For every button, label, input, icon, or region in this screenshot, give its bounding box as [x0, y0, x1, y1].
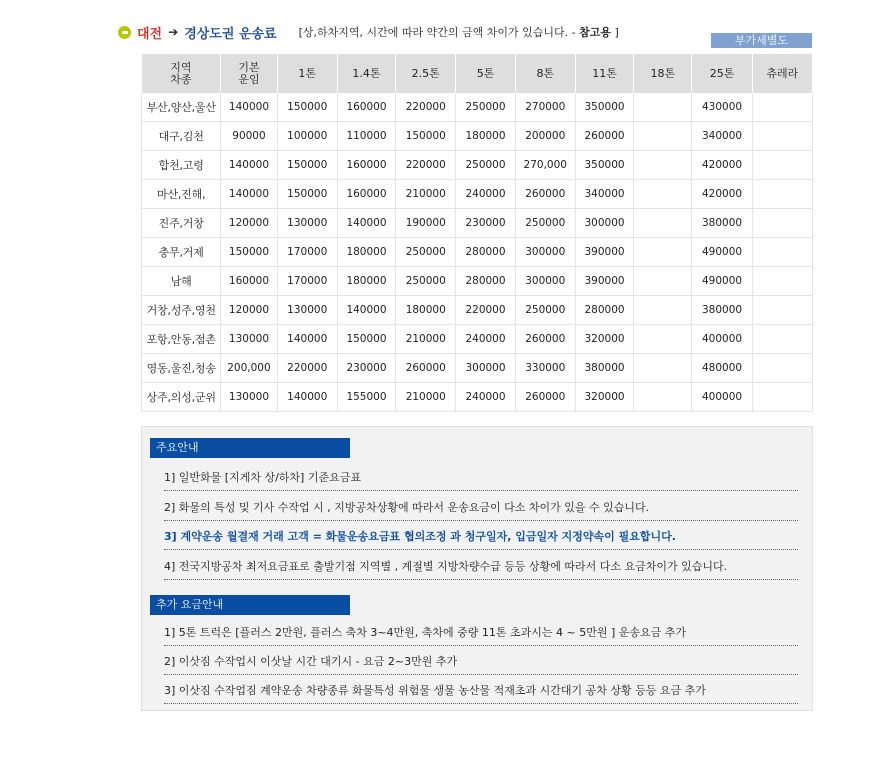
fare-cell: 250000: [456, 151, 515, 180]
fare-cell: [634, 151, 692, 180]
fare-cell: [634, 354, 692, 383]
fare-cell: 320000: [575, 383, 633, 412]
fare-cell: 340000: [692, 122, 752, 151]
fare-cell: 330000: [515, 354, 575, 383]
fare-cell: 200000: [515, 122, 575, 151]
region-cell: 거창,성주,영천: [142, 296, 221, 325]
fare-cell: 380000: [692, 209, 752, 238]
extra-info-item: 3] 이삿짐 수작업짐 계약운송 차량종류 화물특성 위험물 생물 농산물 적재초과 시간대기 공차 상황 등등 요금 추가: [164, 682, 798, 704]
fare-cell: 230000: [456, 209, 515, 238]
fare-cell: 390000: [575, 238, 633, 267]
base-top: 기본: [238, 60, 260, 74]
fare-cell: 320000: [575, 325, 633, 354]
fare-cell: [752, 180, 812, 209]
region-cell: 영동,울진,청송: [142, 354, 221, 383]
region-cell: 부산,양산,울산: [142, 93, 221, 122]
column-header: 츄레라: [752, 54, 812, 93]
region-cell: 마산,진해,: [142, 180, 221, 209]
fare-cell: 160000: [337, 151, 395, 180]
fare-cell: 300000: [515, 238, 575, 267]
fare-cell: 110000: [337, 122, 395, 151]
fare-cell: 220000: [396, 93, 456, 122]
fare-cell: 140000: [221, 151, 277, 180]
column-header: 18톤: [634, 54, 692, 93]
fare-cell: 300000: [575, 209, 633, 238]
fare-cell: [634, 267, 692, 296]
fare-cell: [634, 296, 692, 325]
fare-cell: [752, 209, 812, 238]
fare-cell: [634, 209, 692, 238]
arrow-icon: ➔: [168, 25, 179, 39]
table-header-row: [142, 54, 813, 93]
fare-cell: 240000: [456, 325, 515, 354]
fare-cell: 210000: [396, 383, 456, 412]
fare-cell: 260000: [575, 122, 633, 151]
fare-cell: 210000: [396, 325, 456, 354]
fare-cell: [752, 296, 812, 325]
fare-cell: 420000: [692, 151, 752, 180]
fare-cell: 300000: [515, 267, 575, 296]
table-row: [142, 93, 813, 122]
extra-info-heading: 추가 요금안내: [150, 595, 350, 615]
fare-cell: [752, 325, 812, 354]
fare-cell: 420000: [692, 180, 752, 209]
fare-cell: [634, 325, 692, 354]
fare-cell: 280000: [456, 238, 515, 267]
fare-cell: 220000: [396, 151, 456, 180]
region-cell: 진주,거창: [142, 209, 221, 238]
fare-cell: [752, 122, 812, 151]
fare-cell: 250000: [515, 209, 575, 238]
rate-table-body: [142, 93, 813, 412]
fare-cell: 400000: [692, 325, 752, 354]
fare-cell: 350000: [575, 151, 633, 180]
fare-cell: 250000: [396, 267, 456, 296]
fare-cell: 180000: [337, 267, 395, 296]
fare-cell: 140000: [221, 180, 277, 209]
fare-cell: 120000: [221, 296, 277, 325]
fare-cell: [634, 93, 692, 122]
fare-cell: 150000: [396, 122, 456, 151]
column-header: 5톤: [456, 54, 515, 93]
fare-cell: 430000: [692, 93, 752, 122]
note-suffix: ]: [611, 26, 619, 39]
table-row: [142, 122, 813, 151]
fare-cell: 240000: [456, 180, 515, 209]
fare-cell: 150000: [277, 180, 337, 209]
table-row: [142, 180, 813, 209]
corner-header: [142, 54, 221, 93]
main-info-item: 4] 전국지방공차 최저요금표로 출발기점 지역별 , 계절별 지방차량수급 등등 상황에 따라서 다소 요금차이가 있습니다.: [164, 558, 798, 580]
fare-cell: [752, 238, 812, 267]
info-box: [141, 426, 813, 711]
extra-info-item: 2] 이삿짐 수작업시 이삿날 시간 대기시 - 요금 2~3만원 추가: [164, 653, 798, 675]
note-bold: 참고용: [579, 26, 612, 39]
fare-cell: 270,000: [515, 151, 575, 180]
fare-cell: 300000: [456, 354, 515, 383]
fare-cell: 240000: [456, 383, 515, 412]
fare-cell: 180000: [396, 296, 456, 325]
header-note: [299, 24, 619, 40]
fare-cell: 100000: [277, 122, 337, 151]
fare-cell: 120000: [221, 209, 277, 238]
region-cell: 포항,안동,점촌: [142, 325, 221, 354]
fare-cell: 490000: [692, 238, 752, 267]
fare-cell: [634, 383, 692, 412]
fare-cell: 170000: [277, 238, 337, 267]
fare-cell: [752, 354, 812, 383]
fare-cell: 250000: [396, 238, 456, 267]
fare-cell: 140000: [337, 209, 395, 238]
note-prefix: [상,하차지역, 시간에 따라 약간의 금액 차이가 있습니다. -: [298, 26, 580, 39]
fare-cell: 160000: [221, 267, 277, 296]
table-row: [142, 209, 813, 238]
region-cell: 합천,고령: [142, 151, 221, 180]
main-info-heading: 주요안내: [150, 438, 350, 458]
extra-info-item: 1] 5톤 트럭은 [플러스 2만원, 플러스 축차 3~4만원, 축차에 중량 11톤 초과시는 4 ~ 5만원 ] 운송요금 추가: [164, 624, 798, 646]
fare-cell: 150000: [277, 93, 337, 122]
origin-label: 대전: [137, 26, 163, 42]
fare-cell: 380000: [575, 354, 633, 383]
fare-cell: 390000: [575, 267, 633, 296]
fare-cell: 140000: [337, 296, 395, 325]
corner-bottom: 차종: [170, 72, 192, 86]
fare-cell: [752, 151, 812, 180]
base-bottom: 운임: [238, 72, 260, 86]
corner-top: 지역: [170, 60, 192, 74]
column-header: 1.4톤: [337, 54, 395, 93]
fare-cell: 280000: [456, 267, 515, 296]
table-row: [142, 383, 813, 412]
fare-cell: 130000: [277, 209, 337, 238]
fare-cell: 180000: [456, 122, 515, 151]
fare-cell: 155000: [337, 383, 395, 412]
fare-cell: 130000: [221, 383, 277, 412]
fare-cell: 480000: [692, 354, 752, 383]
base-fare-header: [221, 54, 277, 93]
bullet-icon: [118, 26, 131, 39]
fare-cell: 490000: [692, 267, 752, 296]
fare-cell: 220000: [277, 354, 337, 383]
region-cell: 남해: [142, 267, 221, 296]
main-info-item: 2] 화물의 특성 및 기사 수작업 시 , 지방공차상황에 따라서 운송요금이 다소 차이가 있을 수 있습니다.: [164, 499, 798, 521]
destination-title: 경상도권 운송료: [184, 26, 277, 42]
page-header: [118, 22, 619, 42]
table-row: [142, 151, 813, 180]
table-row: [142, 238, 813, 267]
fare-cell: 280000: [575, 296, 633, 325]
table-row: [142, 354, 813, 383]
fare-cell: 160000: [337, 180, 395, 209]
fare-cell: 90000: [221, 122, 277, 151]
rate-table: [141, 54, 813, 412]
fare-cell: 140000: [221, 93, 277, 122]
column-header: 11톤: [575, 54, 633, 93]
vat-badge: 부가세별도: [711, 33, 812, 48]
fare-cell: 170000: [277, 267, 337, 296]
region-cell: 충무,거제: [142, 238, 221, 267]
fare-cell: 130000: [221, 325, 277, 354]
main-info-item-highlight: 3] 계약운송 월결재 거래 고객 = 화물운송요금표 협의조정 과 청구일자, 입금일자 지정약속이 필요합니다.: [164, 528, 798, 550]
column-header: 25톤: [692, 54, 752, 93]
fare-cell: 250000: [456, 93, 515, 122]
fare-cell: 140000: [277, 325, 337, 354]
table-row: [142, 267, 813, 296]
fare-cell: 160000: [337, 93, 395, 122]
fare-cell: [752, 93, 812, 122]
fare-cell: 130000: [277, 296, 337, 325]
fare-cell: [752, 383, 812, 412]
main-info-item: 1] 일반화물 [지게차 상/하차] 기준요금표: [164, 469, 798, 491]
fare-cell: 150000: [221, 238, 277, 267]
fare-cell: 250000: [515, 296, 575, 325]
fare-cell: 210000: [396, 180, 456, 209]
fare-cell: 270000: [515, 93, 575, 122]
fare-cell: 400000: [692, 383, 752, 412]
region-cell: 상주,의성,군위: [142, 383, 221, 412]
fare-cell: 260000: [515, 383, 575, 412]
column-header: 1톤: [277, 54, 337, 93]
fare-cell: 340000: [575, 180, 633, 209]
table-row: [142, 296, 813, 325]
fare-cell: 260000: [515, 325, 575, 354]
fare-cell: 260000: [396, 354, 456, 383]
column-header: 2.5톤: [396, 54, 456, 93]
fare-cell: 380000: [692, 296, 752, 325]
fare-cell: [634, 122, 692, 151]
fare-cell: 230000: [337, 354, 395, 383]
fare-cell: 180000: [337, 238, 395, 267]
fare-cell: 220000: [456, 296, 515, 325]
fare-cell: 260000: [515, 180, 575, 209]
fare-cell: 350000: [575, 93, 633, 122]
fare-cell: [752, 267, 812, 296]
fare-cell: [634, 180, 692, 209]
table-row: [142, 325, 813, 354]
fare-cell: 140000: [277, 383, 337, 412]
fare-cell: 150000: [277, 151, 337, 180]
fare-cell: 200,000: [221, 354, 277, 383]
fare-cell: 150000: [337, 325, 395, 354]
region-cell: 대구,김천: [142, 122, 221, 151]
fare-cell: 190000: [396, 209, 456, 238]
fare-cell: [634, 238, 692, 267]
column-header: 8톤: [515, 54, 575, 93]
